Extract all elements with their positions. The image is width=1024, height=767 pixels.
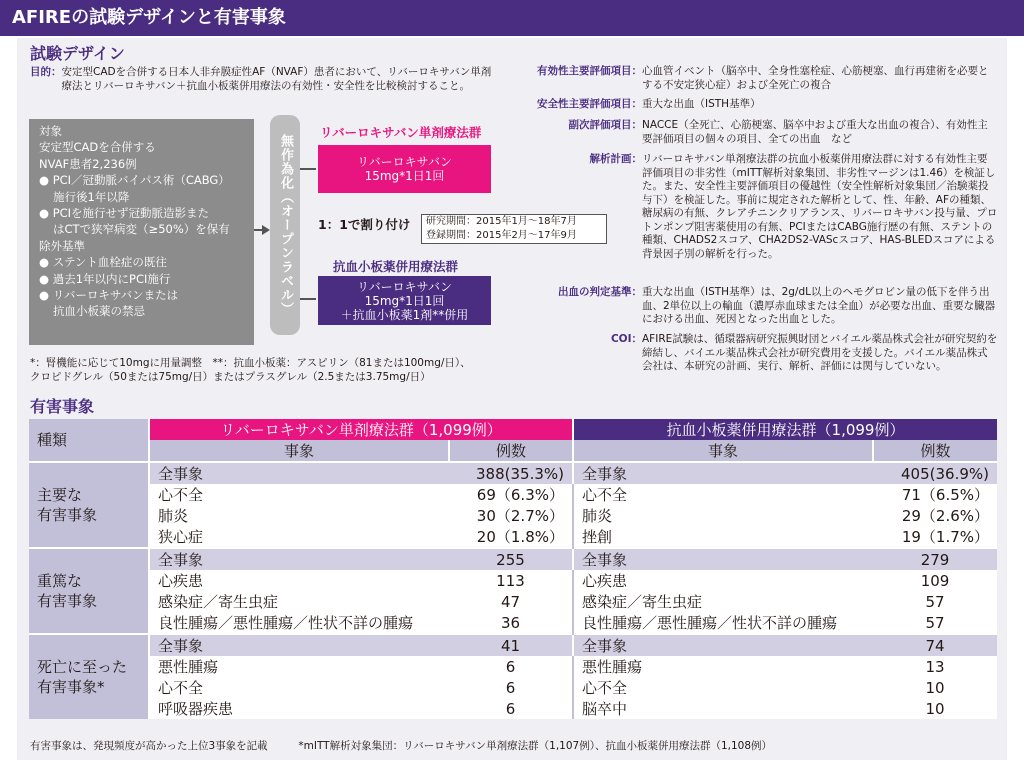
- all-events-count: 388(35.3%): [449, 462, 573, 484]
- design-notes: [30, 356, 550, 384]
- category-cell: [29, 548, 149, 634]
- all-events-count: 405(36.9%): [873, 462, 997, 484]
- event-cell: 心疾患: [573, 570, 873, 591]
- group1-box-line: リバーロキサバン: [357, 155, 452, 169]
- subject-line: はCTで狭窄病変（≥50%）を保有: [53, 222, 230, 237]
- arrow-line: [300, 298, 316, 300]
- subject-line: 抗血小板薬の禁忌: [53, 304, 145, 319]
- title-bar: [0, 0, 1024, 36]
- group2-header: 抗血小板薬併用療法群（1,099例）: [573, 419, 997, 440]
- table-row: [29, 591, 997, 612]
- table-row: [29, 698, 997, 719]
- count-cell: 69（6.3%）: [449, 484, 573, 505]
- endpoint-secondary: [528, 119, 998, 146]
- count-cell: 6: [449, 677, 573, 698]
- table-footnote: [30, 739, 990, 753]
- table-row: [29, 634, 997, 656]
- note-line: *：腎機能に応じて10mgに用量調整 **：抗血小板薬：アスピリン（81または100mg/日）、: [30, 357, 471, 369]
- randomization-label: 無作為化（オープンラベル）: [270, 115, 300, 335]
- footnote-right: *mITT解析対象集団：リバーロキサバン単剤療法群（1,107例）、抗血小板薬併用療法群（1,108例）: [298, 740, 773, 752]
- endpoint-text: NACCE（全死亡、心筋梗塞、脳卒中および重大な出血の複合）、有効性主要評価項目の個々の項目、全ての出血 など: [642, 119, 988, 145]
- count-cell: 36: [449, 612, 573, 634]
- subject-line: ● PCIを施行せず冠動脈造影また: [39, 206, 210, 221]
- col-event-header: 事象: [573, 440, 873, 462]
- endpoint-label: 解析計画：: [589, 153, 642, 165]
- endpoint-text: 重大な出血（ISTH基準）: [642, 98, 761, 110]
- all-events-label: 全事象: [573, 548, 873, 570]
- endpoint-text: AFIRE試験は、循環器病研究振興財団とバイエル薬品株式会社が研究契約を締結し、バイエル薬品株式会社が研究費用を支援した。バイエル薬品株式会社は、本研究の計画、実行、解析、評価には関与していない。: [642, 333, 998, 372]
- endpoint-text: 重大な出血（ISTH基準）は、2g/dL以上のヘモグロビン量の低下を伴う出血、2単位以上の輸血（濃厚赤血球または全血）が必要な出血、重要な臓器における出血、死因となった出血とした。: [642, 286, 996, 325]
- event-cell: 呼吸器疾患: [149, 698, 449, 719]
- col-type-header: 種類: [29, 419, 149, 462]
- event-cell: 良性腫瘍／悪性腫瘍／性状不詳の腫瘍: [573, 612, 873, 634]
- subject-box: [29, 119, 254, 345]
- table-row: [29, 462, 997, 484]
- all-events-count: 41: [449, 634, 573, 656]
- table-row: [29, 505, 997, 526]
- col-event-header: 事象: [149, 440, 449, 462]
- endpoint-text: 心血管イベント（脳卒中、全身性塞栓症、心筋梗塞、血行再建術を必要とする不安定狭心症）および全死亡の複合: [642, 65, 989, 91]
- design-heading: 試験デザイン: [30, 44, 125, 63]
- subject-line: 施行後1年以降: [53, 189, 130, 204]
- all-events-label: 全事象: [149, 548, 449, 570]
- count-cell: 20（1.8%）: [449, 526, 573, 548]
- endpoint-label: 有効性主要評価項目：: [537, 65, 642, 77]
- analysis-plan: [528, 153, 998, 261]
- subject-line: ● PCI／冠動脈バイパス術（CABG）: [39, 173, 230, 188]
- endpoint-safety: [528, 98, 998, 112]
- arrow-line: [300, 168, 316, 170]
- event-cell: 悪性腫瘍: [149, 656, 449, 677]
- footnote-left: 有害事象は、発現頻度が高かった上位3事象を記載: [30, 740, 268, 752]
- event-cell: 肺炎: [149, 505, 449, 526]
- event-cell: 狭心症: [149, 526, 449, 548]
- all-events-count: 255: [449, 548, 573, 570]
- col-count-header: 例数: [873, 440, 997, 462]
- count-cell: 10: [873, 698, 997, 719]
- count-cell: 10: [873, 677, 997, 698]
- table-row: [29, 526, 997, 548]
- count-cell: 47: [449, 591, 573, 612]
- endpoint-label: 安全性主要評価項目：: [537, 98, 642, 110]
- subject-line: 安定型CADを合併する: [39, 140, 156, 155]
- group1-header: リバーロキサバン単剤療法群（1,099例）: [149, 419, 573, 440]
- all-events-count: 74: [873, 634, 997, 656]
- arrow-line: [254, 229, 262, 231]
- all-events-label: 全事象: [573, 462, 873, 484]
- all-events-count: 279: [873, 548, 997, 570]
- col-count-header: 例数: [449, 440, 573, 462]
- endpoint-label: 副次評価項目：: [568, 119, 642, 131]
- count-cell: 29（2.6%）: [873, 505, 997, 526]
- subject-line: 対象: [39, 124, 62, 138]
- bleeding-criteria: [528, 286, 998, 327]
- table-row: [29, 656, 997, 677]
- table-row: [29, 677, 997, 698]
- group2-box-line: 15mg*1日1回: [364, 294, 445, 308]
- endpoint-efficacy: [528, 65, 998, 92]
- event-cell: 感染症／寄生虫症: [149, 591, 449, 612]
- endpoint-label: COI：: [610, 333, 642, 345]
- arrow-right-icon: [262, 225, 270, 235]
- count-cell: 57: [873, 591, 997, 612]
- subject-line: 除外基準: [39, 238, 85, 253]
- count-cell: 6: [449, 656, 573, 677]
- category-cell: [29, 634, 149, 719]
- period-line: 研究期間：2015年1月～18年7月: [426, 216, 577, 227]
- category-cell: [29, 462, 149, 548]
- ratio-label: 1：1で割り付け: [318, 217, 411, 232]
- event-cell: 感染症／寄生虫症: [573, 591, 873, 612]
- category-line: 重篤な: [37, 572, 83, 590]
- table-row: [29, 612, 997, 634]
- event-cell: 心不全: [573, 484, 873, 505]
- category-line: 有害事象: [37, 592, 98, 610]
- subject-line: ● リバーロキサバンまたは: [39, 288, 179, 303]
- group1-title: リバーロキサバン単剤療法群: [320, 125, 482, 140]
- subject-line: ● 過去1年以内にPCI施行: [39, 271, 171, 286]
- purpose-label: 目的：: [30, 66, 62, 78]
- all-events-label: 全事象: [149, 462, 449, 484]
- all-events-label: 全事象: [149, 634, 449, 656]
- event-cell: 心不全: [573, 677, 873, 698]
- event-cell: 脳卒中: [573, 698, 873, 719]
- page-title: AFIREの試験デザインと有害事象: [12, 7, 286, 28]
- group2-box-line: ＋抗血小板薬1剤**併用: [340, 308, 469, 322]
- count-cell: 71（6.5%）: [873, 484, 997, 505]
- endpoint-label: 出血の判定基準：: [558, 286, 642, 298]
- count-cell: 19（1.7%）: [873, 526, 997, 548]
- subject-line: ● ステント血栓症の既往: [39, 255, 167, 270]
- count-cell: 57: [873, 612, 997, 634]
- event-cell: 心疾患: [149, 570, 449, 591]
- coi: [528, 333, 998, 374]
- count-cell: 113: [449, 570, 573, 591]
- event-cell: 挫創: [573, 526, 873, 548]
- category-line: 主要な: [37, 486, 83, 504]
- ae-heading: 有害事象: [30, 397, 95, 416]
- subject-line: NVAF患者2,236例: [39, 156, 137, 171]
- group1-box: [318, 145, 491, 193]
- category-line: 死亡に至った: [37, 658, 128, 676]
- all-events-label: 全事象: [573, 634, 873, 656]
- count-cell: 13: [873, 656, 997, 677]
- group2-box: [318, 276, 491, 325]
- count-cell: 109: [873, 570, 997, 591]
- table-row: [29, 484, 997, 505]
- table-header-row: [29, 419, 997, 440]
- event-cell: 肺炎: [573, 505, 873, 526]
- event-cell: 良性腫瘍／悪性腫瘍／性状不詳の腫瘍: [149, 612, 449, 634]
- count-cell: 6: [449, 698, 573, 719]
- group2-title: 抗血小板薬併用療法群: [333, 259, 459, 274]
- table-row: [29, 570, 997, 591]
- category-line: 有害事象: [37, 506, 98, 524]
- group2-box-line: リバーロキサバン: [357, 280, 452, 294]
- table-subheader-row: [29, 440, 997, 462]
- event-cell: 心不全: [149, 484, 449, 505]
- event-cell: 悪性腫瘍: [573, 656, 873, 677]
- table-row: [29, 548, 997, 570]
- purpose-text: 安定型CADを合併する日本人非弁膜症性AF（NVAF）患者において、リバーロキサバン単剤療法とリバーロキサバン＋抗血小板薬併用療法の有効性・安全性を比較検討すること。: [61, 66, 492, 92]
- period-line: 登録期間：2015年2月～17年9月: [426, 230, 577, 241]
- count-cell: 30（2.7%）: [449, 505, 573, 526]
- endpoint-text: リバーロキサバン単剤療法群の抗血小板薬併用療法群に対する有効性主要評価項目の非劣性（mITT解析対象集団、非劣性マージンは1.46）を検証した。また、安全性主要評価項目の優越性（安全性解析対象集団／治験薬投与下）を検証した。事前に規定された解析として、性、年齢、AFの種類、糖尿病の有無、クレアチニンクリアランス、リバーロキサバン投与量、プロトンポンプ阻害薬使用の有無、PCIまたはCABG施行歴の有無、ステントの種類、CHADS2スコア、CHA2DS2-VAScスコア、HAS-BLEDスコアによる背景因子別の解析を行った。: [642, 153, 998, 260]
- note-line: クロピドグレル（50または75mg/日）またはプラスグレル（2.5または3.75mg/日）: [30, 371, 431, 383]
- category-line: 有害事象*: [37, 678, 105, 696]
- group1-box-line: 15mg*1日1回: [364, 169, 445, 183]
- adverse-events-table: [29, 419, 997, 719]
- event-cell: 心不全: [149, 677, 449, 698]
- purpose: [30, 65, 500, 93]
